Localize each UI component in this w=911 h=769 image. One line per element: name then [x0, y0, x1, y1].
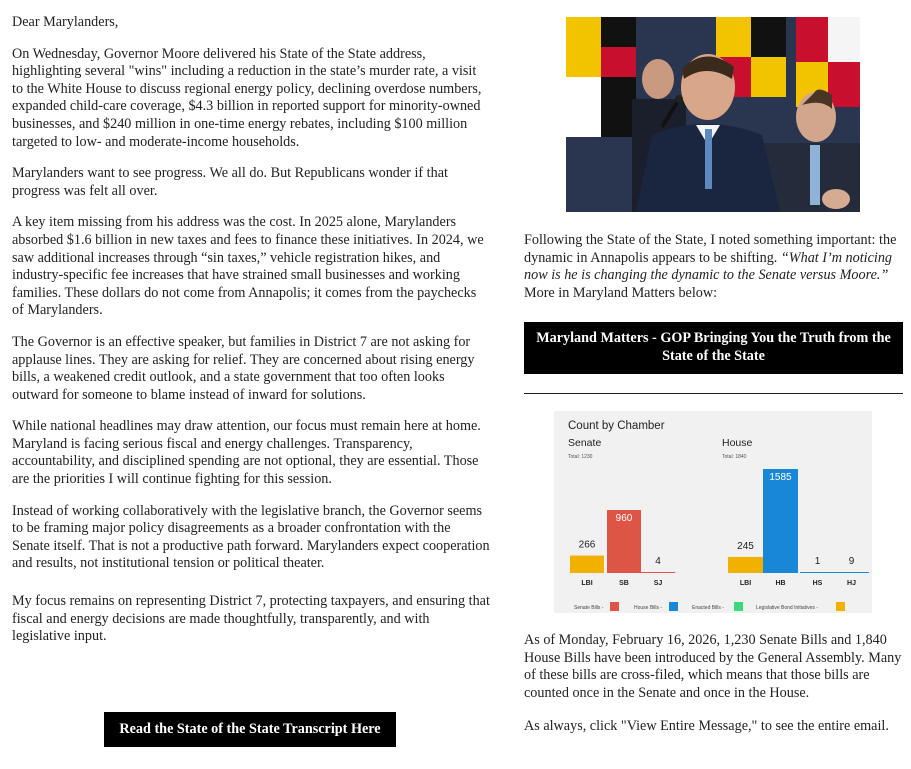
- chart-value-label: 960: [615, 513, 633, 525]
- chart-category-label: LBI: [739, 580, 752, 587]
- bills-chart-svg: [554, 411, 872, 613]
- bill-stats: [524, 632, 908, 752]
- chart-bar-lbi-1: [728, 557, 763, 573]
- paragraph-senate: Instead of working collaboratively with the legislative branch, the Governor seems to be framing major policy disagreements as a broader confrontation with the Senate itself. That is not a productive path forward. Marylanders expect cooperation and results, not institutional tension or political theater.: [12, 502, 490, 572]
- transcript-button[interactable]: Read the State of the State Transcript Here: [104, 712, 396, 747]
- caption-end: More in Maryland Matters below:: [524, 284, 718, 301]
- chart-bar-hs-1: [800, 572, 835, 573]
- press-photo-illustration: [566, 17, 860, 212]
- letter-body: [12, 14, 490, 660]
- paragraph-district: The Governor is an effective speaker, but families in District 7 are not asking for applause lines. They are asking for relief. They are concerned about rising energy bills, a weakened credit outlook, and a state government that too often looks outward for someone to blame instead of inward for solutions.: [12, 333, 475, 403]
- chart-category-label: HJ: [847, 580, 856, 587]
- chart-legend-label: Senate Bills -: [574, 605, 604, 611]
- chart-legend-label: House Bills -: [634, 605, 663, 611]
- paragraph-closing: My focus remains on representing District 7, protecting taxpayers, and ensuring that fiscal and energy decisions are made thoughtfully, transparently, and with legislative input.: [12, 593, 490, 645]
- divider: [524, 393, 903, 394]
- chart-legend-label: Legislative Bond Initiatives -: [756, 605, 818, 611]
- chart-legend-swatch: [610, 602, 619, 611]
- chart-value-label: 245: [737, 540, 754, 552]
- chart-value-label: 9: [848, 556, 855, 567]
- chart-category-label: SB: [619, 580, 629, 587]
- chart-panel-1-total: Total: 1840: [722, 454, 747, 460]
- chart-category-label: HB: [775, 580, 786, 587]
- chart-panel-0-name: Senate: [568, 437, 602, 449]
- maryland-matters-button[interactable]: Maryland Matters - GOP Bringing You the Truth from the State of the State: [524, 322, 903, 374]
- caption-quote: “What I’m noticing now is he is changing the dynamic to the Senate versus Moore.”: [524, 249, 893, 284]
- photo-caption: [524, 232, 908, 302]
- paragraph-cost: A key item missing from his address was the cost. In 2025 alone, Marylanders absorbed $1.6 billion in new taxes and fees to finance these initiatives. In 2024, we saw additional increases through “sin taxes,” vehicle registration hikes, and industry-specific fee increases that have strained small businesses and working families. These dollars do not come from Annapolis; it comes from the paychecks of Marylanders.: [12, 214, 484, 319]
- press-photo: [566, 17, 860, 212]
- chart-legend-swatch: [669, 602, 678, 611]
- caption-start: Following the State of the State, I noted something important: the dynamic in Annapolis appears to be shifting.: [524, 232, 897, 266]
- chart-legend-swatch: [836, 602, 845, 611]
- chart-bar-sj-0: [641, 572, 675, 573]
- bills-chart: [554, 411, 872, 613]
- chart-legend-label: Enacted Bills -: [692, 605, 724, 611]
- chart-value-label: 266: [578, 539, 596, 551]
- chart-panel-0-total: Total: 1230: [568, 454, 593, 460]
- greeting: Dear Marylanders,: [12, 14, 119, 30]
- stats-paragraph: As of Monday, February 16, 2026, 1,230 Senate Bills and 1,840 House Bills have been introduced by the General Assembly. Many of these bills are cross-filed, which means that those bills are counted once in the Senate and once in the House.: [524, 632, 902, 701]
- paragraph-address: On Wednesday, Governor Moore delivered his State of the State address, highlighting several "wins" including a reduction in the state’s murder rate, a visit to the White House to discuss regional energy policy, declining overdose numbers, expanded child-care coverage, $4.3 billion in reported support for minority-owned businesses, and $240 million in one-time energy rebates, including $100 million targeted to low- and moderate-income households.: [12, 45, 482, 150]
- chart-bar-hj-1: [834, 572, 869, 573]
- chart-panel-1-name: House: [722, 437, 753, 449]
- paragraph-progress: Marylanders want to see progress. We all do. But Republicans wonder if that progress was felt all over.: [12, 165, 448, 199]
- chart-category-label: LBI: [581, 580, 593, 587]
- paragraph-focus: While national headlines may draw attention, our focus must remain here at home. Maryland is facing serious fiscal and energy challenges. Transparency, accountability, and disciplined spending are not optional, they are essential. Those are the priorities I will continue fighting for this session.: [12, 418, 481, 488]
- chart-category-label: HS: [812, 580, 823, 587]
- chart-legend-swatch: [734, 602, 743, 611]
- chart-title: Count by Chamber: [568, 420, 665, 432]
- chart-value-label: 1: [814, 556, 821, 567]
- caption-text: [524, 232, 908, 302]
- chart-bar-lbi-0: [570, 556, 604, 573]
- chart-value-label: 1585: [769, 472, 792, 483]
- chart-category-label: SJ: [653, 580, 663, 587]
- view-message-note: As always, click "View Entire Message," to see the entire email.: [524, 718, 889, 735]
- chart-bar-hb-1: [763, 469, 798, 573]
- chart-value-label: 4: [655, 556, 661, 567]
